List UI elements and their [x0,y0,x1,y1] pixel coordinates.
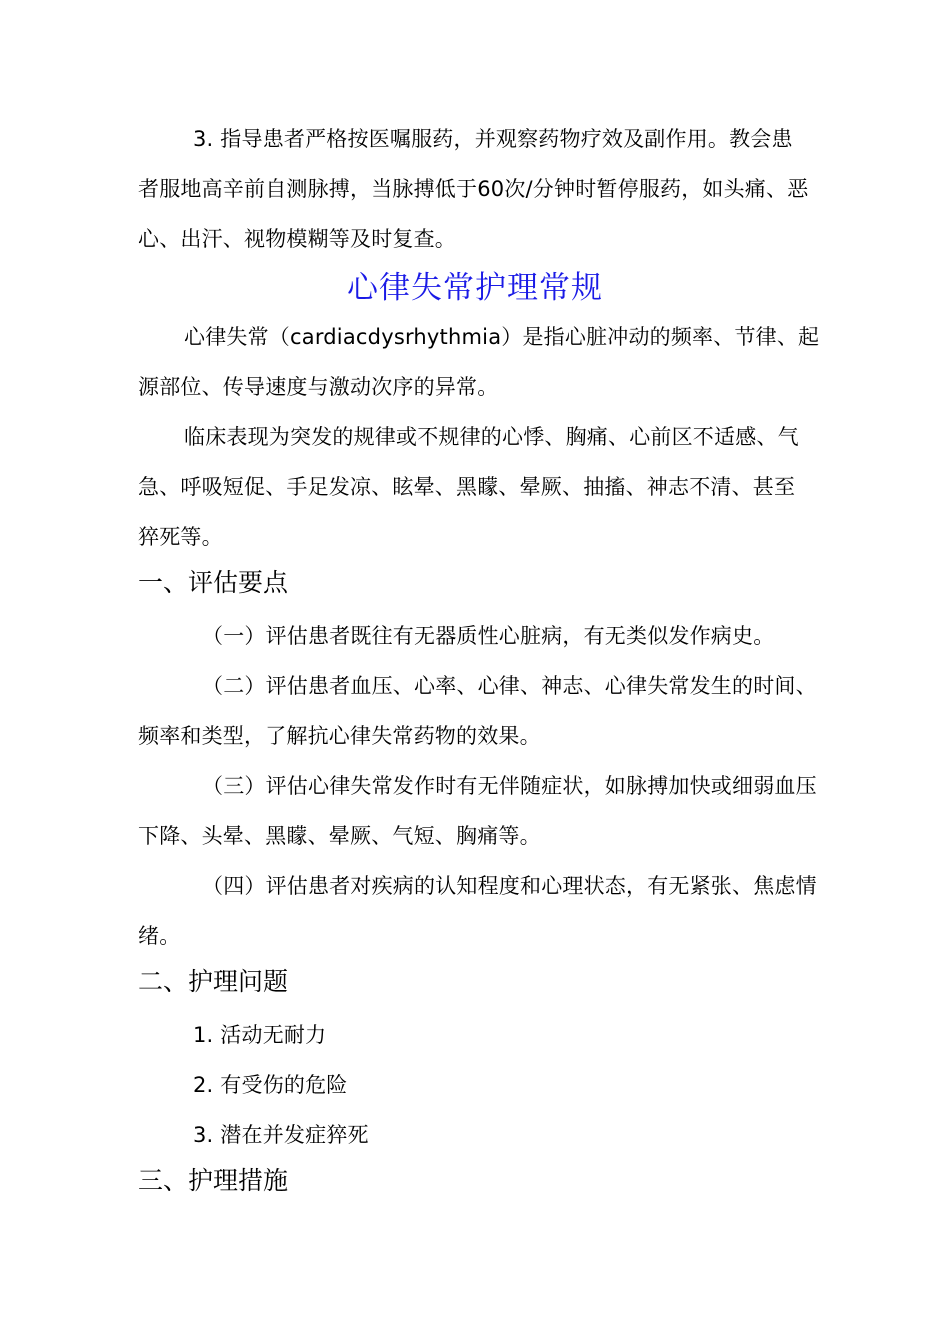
section-heading-assessment: 一、评估要点 [138,568,289,597]
intro-paragraph-line-3: 心、出汗、视物模糊等及时复查。 [138,227,456,251]
nursing-problem-item: 3. 潜在并发症猝死 [193,1123,369,1147]
assessment-item-2-line-1: （二）评估患者血压、心率、心律、神志、心律失常发生的时间、 [202,674,817,698]
assessment-item-2-line-2: 频率和类型，了解抗心律失常药物的效果。 [138,724,541,748]
assessment-item-3-line-1: （三）评估心律失常发作时有无伴随症状，如脉搏加快或细弱血压 [202,774,817,798]
clinical-line-3: 猝死等。 [138,525,223,549]
assessment-item-4-line-1: （四）评估患者对疾病的认知程度和心理状态，有无紧张、焦虑情 [202,874,817,898]
intro-paragraph-line-2: 者服地高辛前自测脉搏，当脉搏低于60次/分钟时暂停服药，如头痛、恶 [138,177,809,201]
assessment-item-4-line-2: 绪。 [138,924,181,948]
section-heading-nursing-problems: 二、护理问题 [138,967,289,996]
document-title: 心律失常护理常规 [347,270,603,306]
clinical-line-1: 临床表现为突发的规律或不规律的心悸、胸痛、心前区不适感、气 [184,425,799,449]
definition-line-1: 心律失常（cardiacdysrhythmia）是指心脏冲动的频率、节律、起 [184,325,820,349]
clinical-line-2: 急、呼吸短促、手足发凉、眩晕、黑矇、晕厥、抽搐、神志不清、甚至 [138,475,796,499]
intro-paragraph-line-1: 3. 指导患者严格按医嘱服药，并观察药物疗效及副作用。教会患 [193,127,793,151]
nursing-problem-item: 1. 活动无耐力 [193,1023,327,1047]
assessment-item-3-line-2: 下降、头晕、黑矇、晕厥、气短、胸痛等。 [138,824,541,848]
assessment-item-1: （一）评估患者既往有无器质性心脏病，有无类似发作病史。 [202,624,775,648]
section-heading-nursing-measures: 三、护理措施 [138,1166,289,1195]
nursing-problem-item: 2. 有受伤的危险 [193,1073,348,1097]
definition-line-2: 源部位、传导速度与激动次序的异常。 [138,375,499,399]
